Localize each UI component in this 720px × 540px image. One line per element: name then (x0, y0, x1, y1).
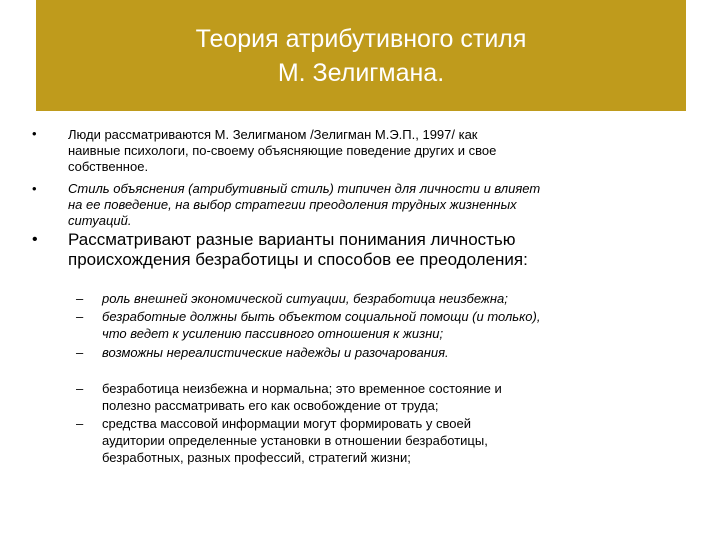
bullet-text-line: наивные психологи, по-своему объясняющие поведение других и свое (68, 143, 497, 158)
bullet-text-line: ситуаций. (68, 213, 132, 228)
bullet-text (68, 230, 678, 270)
dash-text-line: возможны нереалистические надежды и разочарования. (102, 345, 449, 360)
dash-text-line: что ведет к усилению пассивного отношения к жизни; (102, 326, 444, 341)
dash-marker: – (76, 291, 84, 306)
dash-marker: – (76, 381, 84, 396)
bullet-text-line: Стиль объяснения (атрибутивный стиль) типичен для личности и влияет (68, 181, 541, 196)
dash-text-line: роль внешней экономической ситуации, безработица неизбежна; (102, 291, 508, 306)
dash-text-line: безработица неизбежна и нормальна; это временное состояние и (102, 381, 502, 396)
slide-title-line-1: Теория атрибутивного стиля (195, 24, 527, 53)
bullet-marker: • (32, 126, 37, 141)
dash-text-line: средства массовой информации могут формировать у своей (102, 416, 471, 431)
dash-text (102, 415, 488, 466)
dash-marker: – (76, 309, 84, 324)
dash-marker: – (76, 345, 84, 360)
bullet-marker: • (32, 231, 38, 248)
bullet-text (68, 127, 678, 175)
dash-text-line: безработные должны быть объектом социальной помощи (и только), (102, 309, 541, 324)
dash-text (102, 380, 502, 414)
bullet-text-line: Люди рассматриваются М. Зелигманом /Зелигман М.Э.П., 1997/ как (68, 127, 478, 142)
bullet-text (68, 181, 678, 229)
bullet-text-line: собственное. (68, 159, 149, 174)
dash-text-line: полезно рассматривать его как освобождение от труда; (102, 398, 439, 413)
dash-text (102, 308, 540, 342)
slide-title-line-2: М. Зелигмана. (277, 58, 445, 87)
title-band (36, 0, 686, 111)
bullet-text-line: на ее поведение, на выбор стратегии преодоления трудных жизненных (68, 197, 517, 212)
dash-text-line: аудитории определенные установки в отношении безработицы, (102, 433, 488, 448)
dash-marker: – (76, 416, 84, 431)
dash-text (102, 290, 508, 307)
bullet-marker: • (32, 181, 37, 196)
dash-text-line: безработных, разных профессий, стратегий жизни; (102, 450, 411, 465)
bullet-text-line: Рассматривают разные варианты понимания личностью (68, 230, 516, 249)
dash-text (102, 344, 449, 361)
bullet-text-line: происхождения безработицы и способов ее преодоления: (68, 250, 528, 269)
